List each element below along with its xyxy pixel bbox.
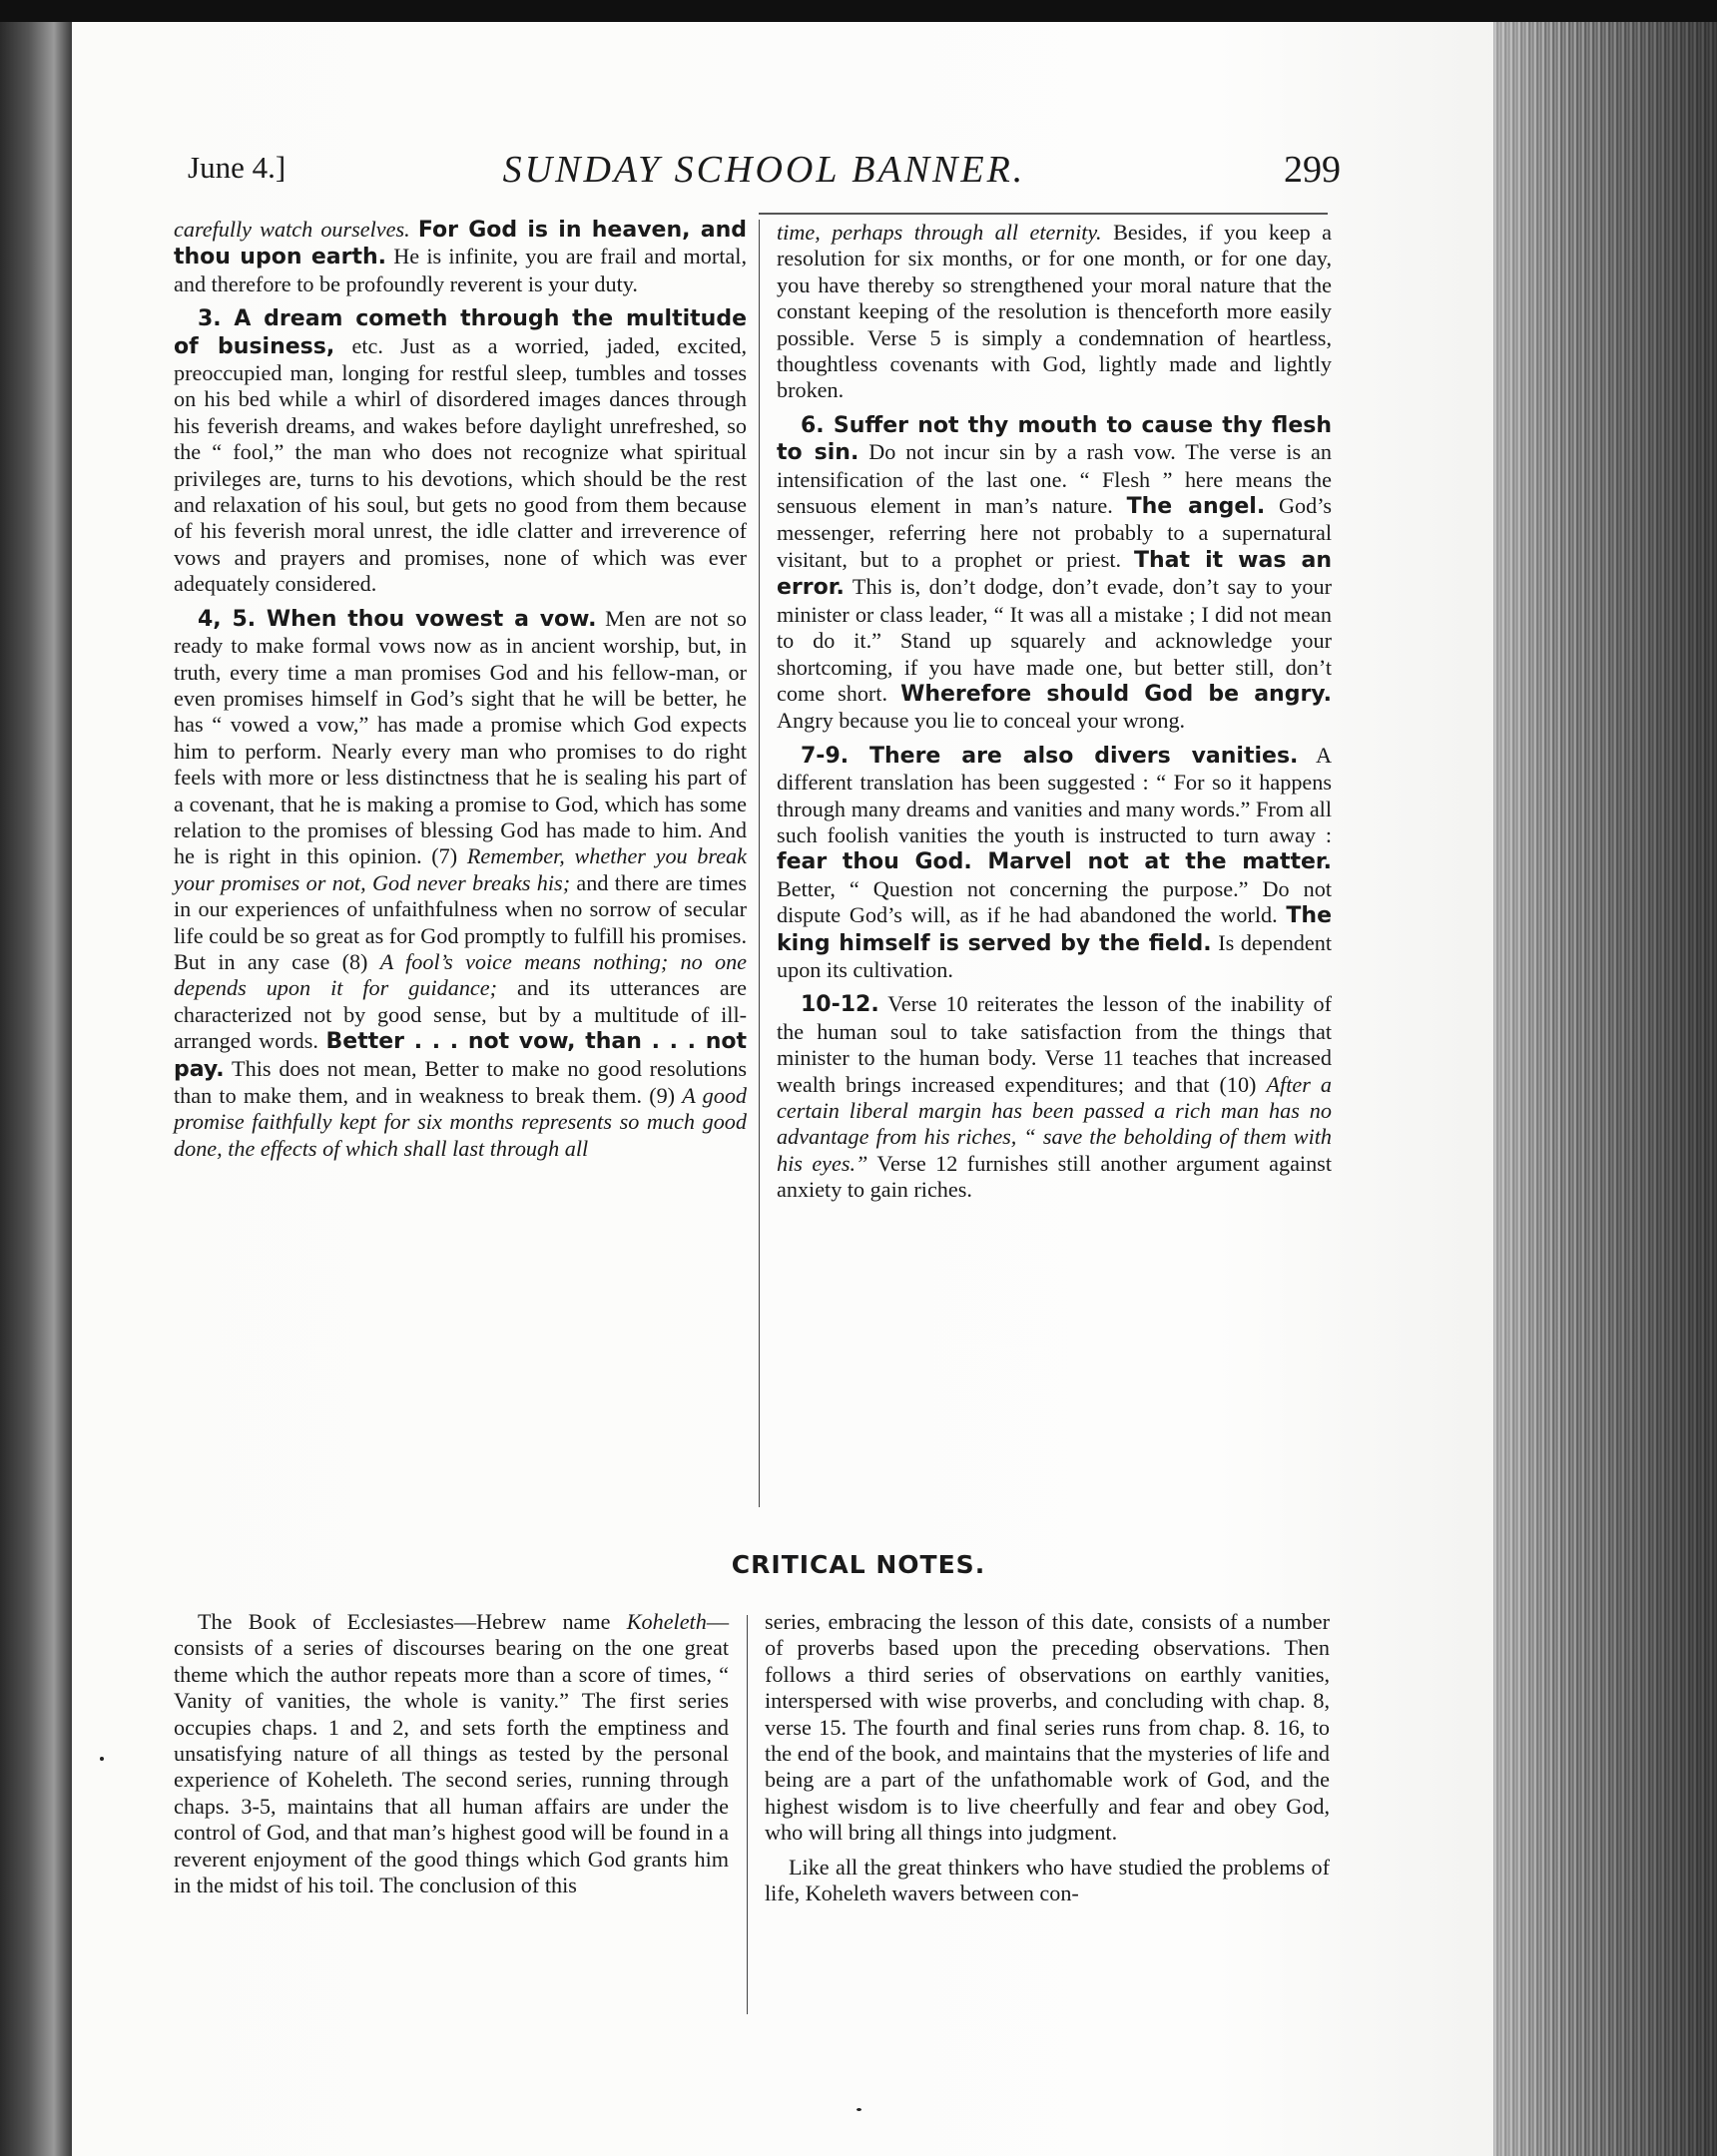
paragraph xyxy=(777,743,1332,984)
notes-right-column xyxy=(765,1609,1330,1914)
body-text: God’s messenger, referring here not probably to a supernatural visitant, but to a prophet or priest. xyxy=(777,493,1333,572)
body-text: —consists of a series of discourses bearing on the one great theme which the author repeats more than a score of times, “ Vanity of vanities, the whole is vanity.” The first series occupies chaps. 1 and 2, and sets forth the emptiness and unsatisfying nature of all things as tested by the personal experience of Koheleth. The second series, running through chaps. 3-5, maintains that all human affairs are under the control of God, and that man’s highest good will be found in a reverent enjoyment of the good things which God grants him in the midst of his toil. The conclusion of this xyxy=(174,1609,729,1898)
body-text: Angry because you lie to conceal your wrong. xyxy=(777,708,1186,734)
header-rule xyxy=(759,213,1328,215)
body-text: etc. Just as a worried, jaded, excited, preoccupied man, longing for restful sleep, tumbles and tosses on his bed while a whirl of disordered images dances through his feverish dreams, and wakes before daylight unrefreshed, so the “ fool,” the man who does not recognize what spiritual privileges are, turns to his devotions, which should be the rest and relaxation of his soul, but gets no good from them because of his feverish moral unrest, the idle clatter and irreverence of vows and prayers and promises, none of which was ever adequately considered. xyxy=(174,332,747,597)
bold-heading: The angel. xyxy=(1126,494,1266,520)
italic-text: Koheleth xyxy=(626,1609,707,1634)
left-column xyxy=(174,217,747,1170)
italic-text: After a certain liberal margin has been passed a rich man has no advantage from his riches, “ save the beholding of them with his eyes.” xyxy=(777,1071,1332,1176)
bold-heading: 4, 5. When thou vowest a vow. xyxy=(198,606,597,632)
critical-notes-heading: CRITICAL NOTES. xyxy=(731,1550,986,1579)
body-text: Verse 10 reiterates the lesson of the inability of the human soul to take satisfaction from the things that minister to the human body. Verse 11 teaches that increased wealth brings increased expenditures; and that (10) xyxy=(777,991,1332,1097)
italic-text: A fool’s voice means nothing; no one depends upon it for guidance; xyxy=(174,948,748,1001)
bold-heading: fear thou God. Marvel not at the matter. xyxy=(777,849,1332,875)
bold-heading: For God is in heaven, and thou upon earth. xyxy=(174,218,747,270)
paragraph xyxy=(174,1609,729,1898)
header-title: SUNDAY SCHOOL BANNER. xyxy=(502,149,1026,191)
body-text: and there are times in our experiences of unfaithfulness when no sorrow of secular life could be so great as for God promptly to fulfill his promises. But in any case (8) xyxy=(174,869,747,974)
italic-text: carefully watch ourselves. xyxy=(174,217,410,242)
body-text: Better, “ Question not concerning the purpose.” Do not dispute God’s will, as if he had abandoned the world. xyxy=(777,875,1332,928)
bold-heading: That it was an error. xyxy=(777,547,1332,601)
bold-heading: 7-9. There are also divers vanities. xyxy=(801,743,1299,769)
paragraph xyxy=(174,606,747,1163)
body-text: A different translation has been suggested : “ For so it happens through many dreams and vanities and many words.” From all such foolish vanities the youth is instructed to turn away : xyxy=(777,742,1332,847)
body-text: Like all the great thinkers who have studied the problems of life, Koheleth wavers between con- xyxy=(765,1854,1330,1906)
ink-speck xyxy=(100,1757,104,1761)
body-text: The Book of Ecclesiastes—Hebrew name xyxy=(198,1609,611,1634)
body-text: Men are not so ready to make formal vows now as in ancient worship, but, in truth, every time a man promises God and his fellow-man, or even promises himself in God’s sight that he will be better, he has “ vowed a vow,” has made a promise which God expects him to perform. Nearly every man who promises to do right feels with more or less distinctness that he is sealing his part of a covenant, that he is making a promise to God, which has some relation to the promises of blessing God has made to him. And he is right in this opinion. (7) xyxy=(174,605,747,869)
italic-text: time, perhaps through all eternity. xyxy=(777,220,1102,245)
top-shadow xyxy=(0,0,1717,22)
paragraph xyxy=(765,1609,1330,1847)
column-divider xyxy=(759,220,760,1507)
paragraph xyxy=(765,1855,1330,1907)
bold-heading: 3. A dream cometh through the multitude of business, xyxy=(174,306,747,359)
bold-heading: Wherefore should God be angry. xyxy=(900,681,1332,707)
running-header xyxy=(188,148,1341,198)
header-date: June 4.] xyxy=(188,150,286,185)
body-text: Besides, if you keep a resolution for six months, or for one month, or for one day, you have thereby so strengthened your moral nature that the constant keeping of the resolution is thenceforth more easily possible. Verse 5 is simply a condemnation of heartless, thoughtless covenants with God, lightly made and lightly broken. xyxy=(777,220,1333,403)
bold-heading: 6. Suffer not thy mouth to cause thy flesh to sin. xyxy=(777,412,1332,466)
column-divider xyxy=(747,1615,748,2014)
body-text: Is dependent upon its cultivation. xyxy=(777,929,1333,982)
body-text: This does not mean, Better to make no good resolutions than to make them, and in weakness to break them. (9) xyxy=(174,1055,747,1108)
notes-left-column xyxy=(174,1609,729,1906)
body-text: Do not incur sin by a rash vow. The verse is an intensification of the last one. “ Flesh ” here means the sensuous element in man’s nature. xyxy=(777,439,1332,519)
body-text: series, embracing the lesson of this date, consists of a number of proverbs based upon the preceding observations. Then follows a third series of observations on earthly vanities, interspersed with wise proverbs, and concluding with chap. 8, verse 15. The fourth and final series runs from chap. 8. 16, to the end of the book, and maintains that the mysteries of life and being are a part of the unfathomable work of God, and the highest wisdom is to live cheerfully and fear and obey God, who will bring all things into judgment. xyxy=(765,1609,1330,1846)
bold-heading: Better . . . not vow, than . . . not pay. xyxy=(174,1029,747,1082)
body-text: He is infinite, you are frail and mortal, and therefore to be profoundly reverent is your duty. xyxy=(174,244,747,296)
book-binding xyxy=(1493,0,1717,2156)
paragraph xyxy=(174,305,747,597)
italic-text: A good promise faithfully kept for six months represents so much good done, the effects of which shall last through all xyxy=(174,1083,748,1161)
page-number: 299 xyxy=(1284,149,1341,191)
body-text: and its utterances are characterized not by good sense, but by a multitude of ill-arranged words. xyxy=(174,975,747,1054)
paragraph xyxy=(777,220,1332,404)
paragraph xyxy=(777,991,1332,1203)
right-column xyxy=(777,220,1332,1212)
body-text: This is, don’t dodge, don’t evade, don’t say to your minister or class leader, “ It was all a mistake ; I did not mean to do it.” Stand up squarely and acknowledge your shortcoming, if you have made one, but better still, don’t come short. xyxy=(777,574,1332,706)
bold-heading: 10-12. xyxy=(801,992,879,1018)
left-page-edge xyxy=(0,0,72,2156)
body-text: Verse 12 furnishes still another argument against anxiety to gain riches. xyxy=(777,1150,1332,1203)
bold-heading: The king himself is served by the field. xyxy=(777,903,1333,956)
paragraph xyxy=(174,217,747,297)
italic-text: Remember, whether you break your promises or not, God never breaks his; xyxy=(174,843,748,895)
paragraph xyxy=(777,412,1332,735)
ink-speck xyxy=(857,2108,861,2111)
